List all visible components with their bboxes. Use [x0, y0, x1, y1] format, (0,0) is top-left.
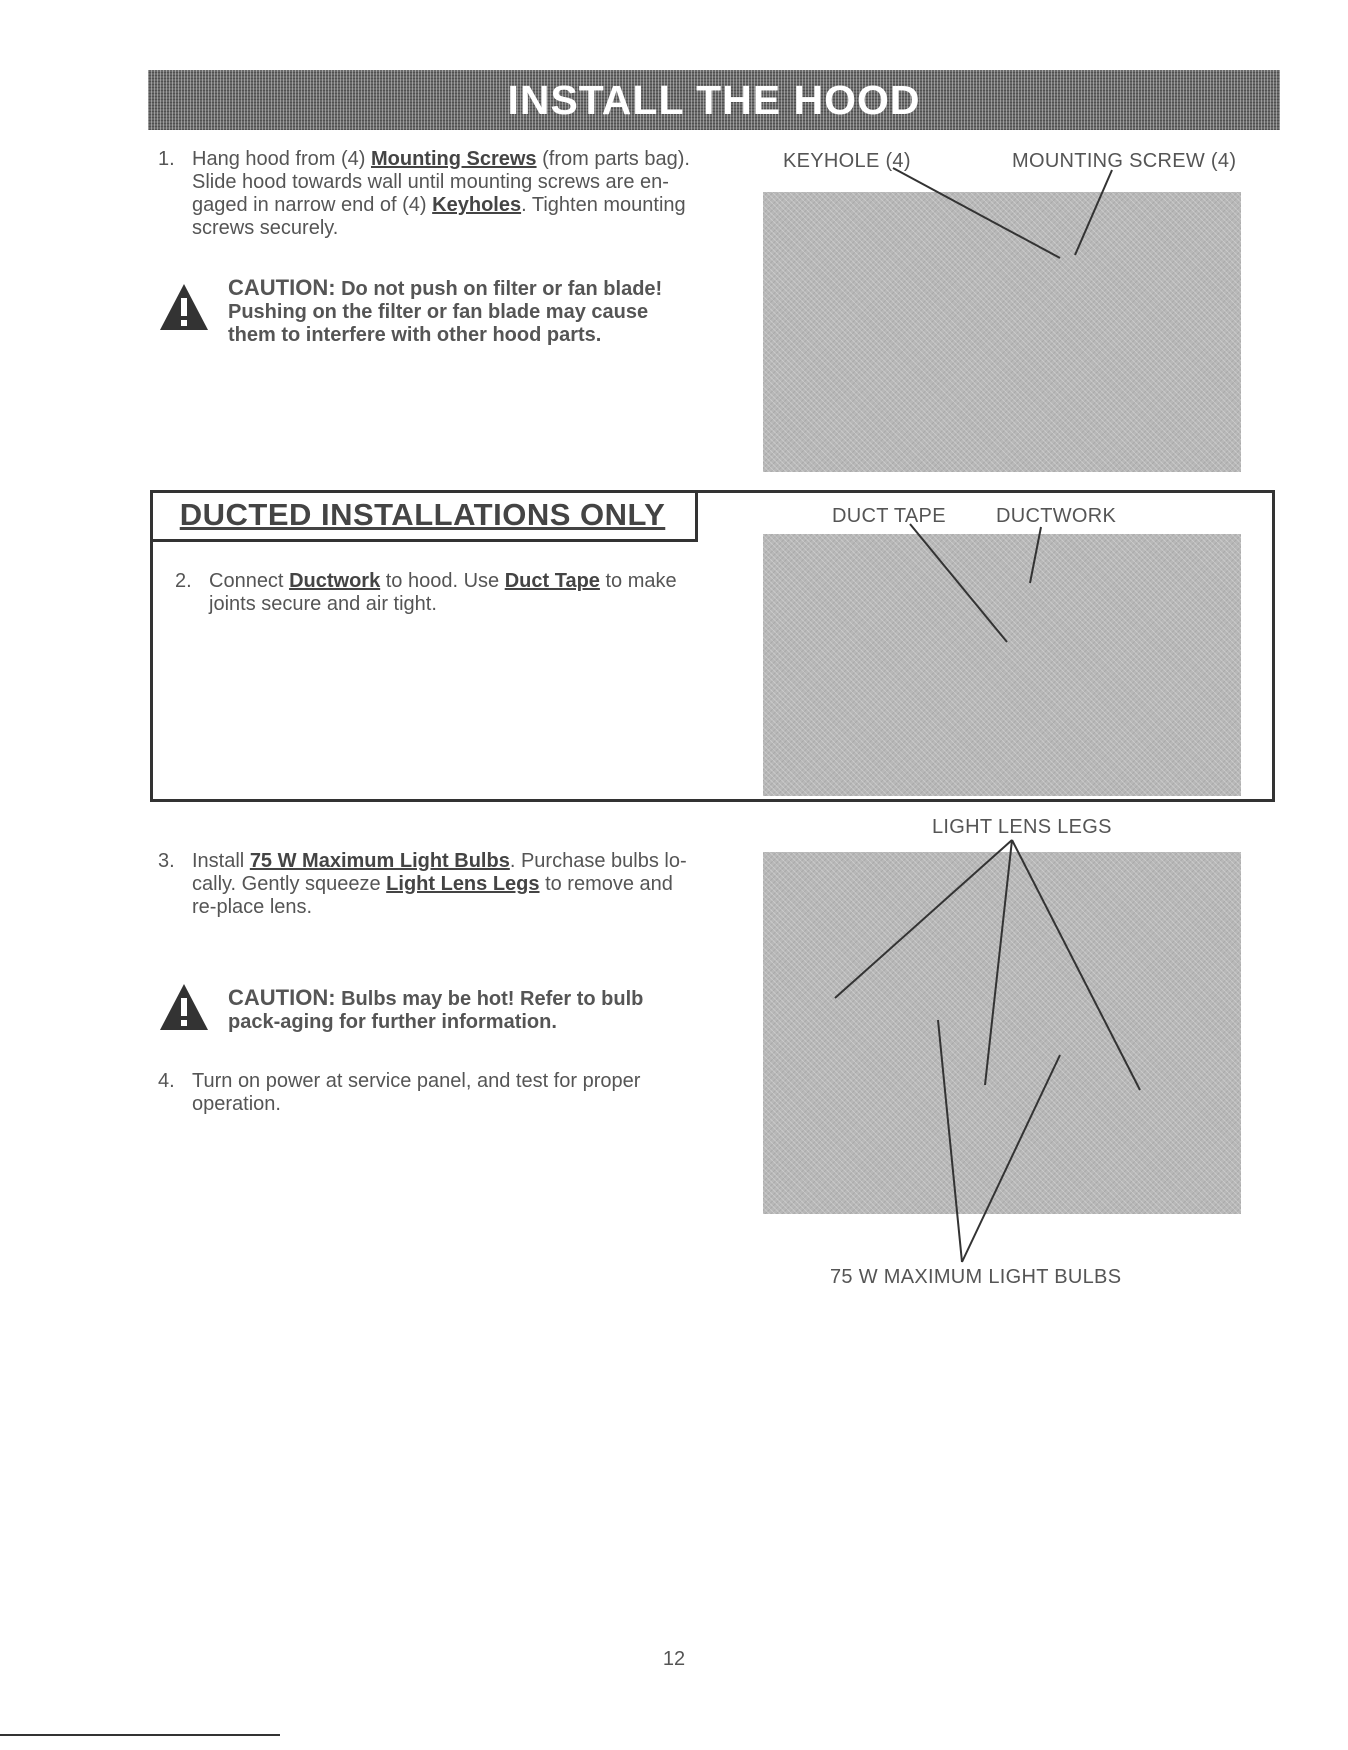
caution-lead: CAUTION: [228, 275, 336, 300]
duct-tape-link: Duct Tape [504, 570, 600, 592]
page-title: INSTALL THE HOOD [507, 76, 921, 123]
step-text: to remove and re-place lens. [192, 873, 673, 918]
step-text: to hood. Use [380, 570, 505, 592]
light-lens-legs-link: Light Lens Legs [386, 873, 540, 895]
step-text: to make joints secure and air tight. [209, 570, 677, 615]
step-text: Turn on power at service panel, and test for proper operation. [192, 1070, 641, 1115]
step-text: Hang hood from (4) [192, 148, 371, 170]
page-number: 12 [662, 1648, 686, 1670]
step-number: 1. [158, 148, 175, 170]
step-text: Connect [209, 570, 290, 592]
step-number: 2. [175, 570, 192, 592]
mounting-screw-label: MOUNTING SCREW (4) [1012, 150, 1237, 172]
footer-rule [0, 1734, 280, 1736]
ductwork-link: Ductwork [289, 570, 381, 592]
caution-text: Do not push on filter or fan blade! Pushing on the filter or fan blade may cause them to interfere with other hood parts. [228, 278, 663, 346]
step-number: 4. [158, 1070, 175, 1092]
mounting-screws-link: Mounting Screws [370, 148, 537, 170]
duct-tape-label: DUCT TAPE [832, 505, 946, 527]
ducted-heading: DUCTED INSTALLATIONS ONLY [179, 496, 666, 532]
light-bulbs-label: 75 W MAXIMUM LIGHT BULBS [830, 1266, 1122, 1288]
caution-lead: CAUTION: [228, 985, 336, 1010]
step-text: Install [192, 850, 250, 872]
ductwork-label: DUCTWORK [996, 505, 1117, 527]
caution-text: Bulbs may be hot! Refer to bulb pack-aging for further information. [228, 988, 644, 1033]
step-text: . Purchase bulbs lo-cally. Gently squeeze [192, 850, 687, 895]
step-number: 3. [158, 850, 175, 872]
light-lens-legs-label: LIGHT LENS LEGS [932, 816, 1112, 838]
light-bulbs-link: 75 W Maximum Light Bulbs [249, 850, 510, 872]
step-text: (from parts bag). Slide hood towards wall until mounting screws are en-gaged in narrow end of (4) [192, 148, 690, 216]
keyhole-label: KEYHOLE (4) [783, 150, 911, 172]
keyholes-link: Keyholes [432, 194, 522, 216]
step-text: . Tighten mounting screws securely. [192, 194, 686, 239]
